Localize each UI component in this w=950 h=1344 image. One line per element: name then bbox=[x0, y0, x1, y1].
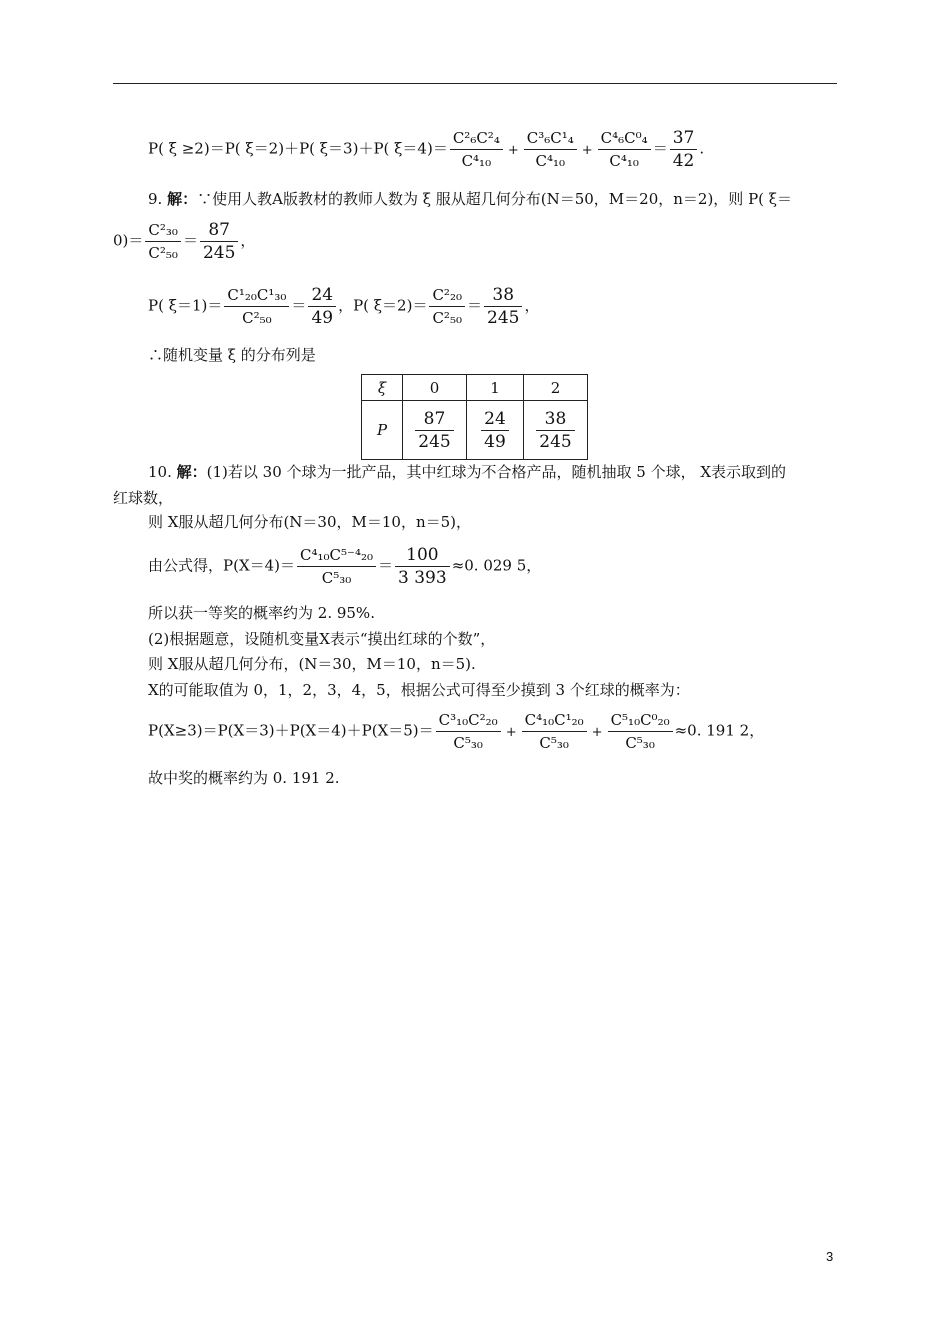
q10-formula-2: P(X≥3)＝P(X＝3)＋P(X＝4)＋P(X＝5)＝ $\frac{\text{C³₁₀C²₂₀}}{\text{C⁵₃₀}}$ + $\frac{\text{C⁴₁₀C¹₂₀}}{\text{C⁵₃₀}}$ + $\frac{\text{C⁵₁₀C⁰₂₀}}{\text{C⁵₃₀}}$ ≈0. 191 2， bbox=[148, 711, 765, 752]
fraction: $\frac{\text{C²₃₀}}{\text{C²₅₀}}$ bbox=[145, 220, 181, 263]
fraction: $\frac{\text{C²₂₀}}{\text{C²₅₀}}$ bbox=[429, 285, 465, 328]
fraction: $\frac{\text{C⁴₁₀C⁵⁻⁴₂₀}}{\text{C⁵₃₀}}$ bbox=[297, 545, 376, 588]
page-number: 3 bbox=[826, 1249, 834, 1264]
fraction-result: $\frac{100}{3 393}$ bbox=[395, 545, 450, 588]
q10-line: 所以获一等奖的概率约为 2. 95%. bbox=[148, 604, 375, 622]
fraction: $\frac{\text{C⁴₆C⁰₄}}{\text{C⁴₁₀}}$ bbox=[598, 128, 651, 171]
q10-final: 故中奖的概率约为 0. 191 2. bbox=[148, 769, 340, 787]
q10-line: X的可能取值为 0，1，2，3，4，5，根据公式可得至少摸到 3 个红球的概率为： bbox=[148, 681, 690, 699]
table-row bbox=[362, 401, 588, 460]
fraction: $\frac{\text{C⁴₁₀C¹₂₀}}{\text{C⁵₃₀}}$ bbox=[522, 710, 587, 753]
q9-text: ∵使用人教A版教材的教师人数为 ξ 服从超几何分布(N＝50，M＝20，n＝2)，则 P( ξ＝ bbox=[197, 190, 793, 208]
table-cell: P bbox=[362, 401, 403, 460]
q9-conclusion: ∴随机变量 ξ 的分布列是 bbox=[148, 346, 316, 364]
q10-line: (2)根据题意，设随机变量X表示“摸出红球的个数”， bbox=[148, 630, 496, 648]
fraction: $\frac{\text{C³₆C¹₄}}{\text{C⁴₁₀}}$ bbox=[524, 128, 577, 171]
q10-statement: 10. 解：(1)若以 30 个球为一批产品，其中红球为不合格产品，随机抽取 5 个球， X表示取到的 bbox=[148, 463, 787, 481]
table-cell: $\frac{38}{245}$ bbox=[524, 401, 588, 460]
table-cell: 2 bbox=[524, 375, 588, 401]
fraction: $\frac{\text{C²₆C²₄}}{\text{C⁴₁₀}}$ bbox=[450, 128, 503, 171]
solution-label: 解： bbox=[176, 463, 207, 481]
question-number: 10. bbox=[148, 463, 172, 481]
q10-line: 则 X服从超几何分布(N＝30，M＝10，n＝5)， bbox=[148, 513, 472, 531]
fraction-result: $\frac{37}{42}$ bbox=[670, 128, 698, 171]
q10-formula-1: 由公式得，P(X＝4)＝ $\frac{\text{C⁴₁₀C⁵⁻⁴₂₀}}{\text{C⁵₃₀}}$ ＝ $\frac{100}{3 393}$ ≈0. 029 5， bbox=[148, 545, 542, 588]
distribution-table bbox=[361, 374, 588, 460]
formula-lhs: P( ξ ≥2)＝P( ξ＝2)＋P( ξ＝3)＋P( ξ＝4)＝ bbox=[148, 139, 448, 158]
fraction: $\frac{\text{C⁵₁₀C⁰₂₀}}{\text{C⁵₃₀}}$ bbox=[608, 710, 673, 753]
fraction: $\frac{\text{C³₁₀C²₂₀}}{\text{C⁵₃₀}}$ bbox=[436, 710, 501, 753]
table-cell: 1 bbox=[467, 375, 524, 401]
question-number: 9. bbox=[148, 190, 163, 208]
q9-statement bbox=[148, 189, 792, 209]
q9-p0: 0)＝ $\frac{\text{C²₃₀}}{\text{C²₅₀}}$ ＝ $\frac{87}{245}$ ， bbox=[113, 220, 256, 263]
q10-line: 则 X服从超几何分布，(N＝30，M＝10，n＝5). bbox=[148, 655, 476, 673]
fraction-result: $\frac{38}{245}$ bbox=[484, 285, 522, 328]
table-cell: 0 bbox=[403, 375, 467, 401]
fraction-result: $\frac{24}{49}$ bbox=[308, 285, 336, 328]
q10-continuation: 红球数， bbox=[113, 489, 174, 507]
table-cell: ξ bbox=[362, 375, 403, 401]
table-header-row bbox=[362, 375, 588, 401]
formula-line-1: P( ξ ≥2)＝P( ξ＝2)＋P( ξ＝3)＋P( ξ＝4)＝ $\frac{\text{C²₆C²₄}}{\text{C⁴₁₀}}$ + $\frac{\text{C³₆C¹₄}}{\text{C⁴₁₀}}$ + $\frac{\text{C⁴₆C⁰₄}}{\text{C⁴₁₀}}$ ＝ $\frac{37}{42}$ . bbox=[148, 128, 705, 171]
fraction: $\frac{\text{C¹₂₀C¹₃₀}}{\text{C²₅₀}}$ bbox=[224, 285, 289, 328]
table-cell: $\frac{24}{49}$ bbox=[467, 401, 524, 460]
table-cell: $\frac{87}{245}$ bbox=[403, 401, 467, 460]
q9-p1-p2: P( ξ＝1)＝ $\frac{\text{C¹₂₀C¹₃₀}}{\text{C²₅₀}}$ ＝ $\frac{24}{49}$ ，P( ξ＝2)＝ $\frac{\text{C²₂₀}}{\text{C²₅₀}}$ ＝ $\frac{38}{245}$ ， bbox=[148, 285, 540, 328]
header-rule bbox=[113, 83, 837, 84]
fraction-result: $\frac{87}{245}$ bbox=[200, 220, 238, 263]
solution-label: 解： bbox=[167, 190, 198, 208]
